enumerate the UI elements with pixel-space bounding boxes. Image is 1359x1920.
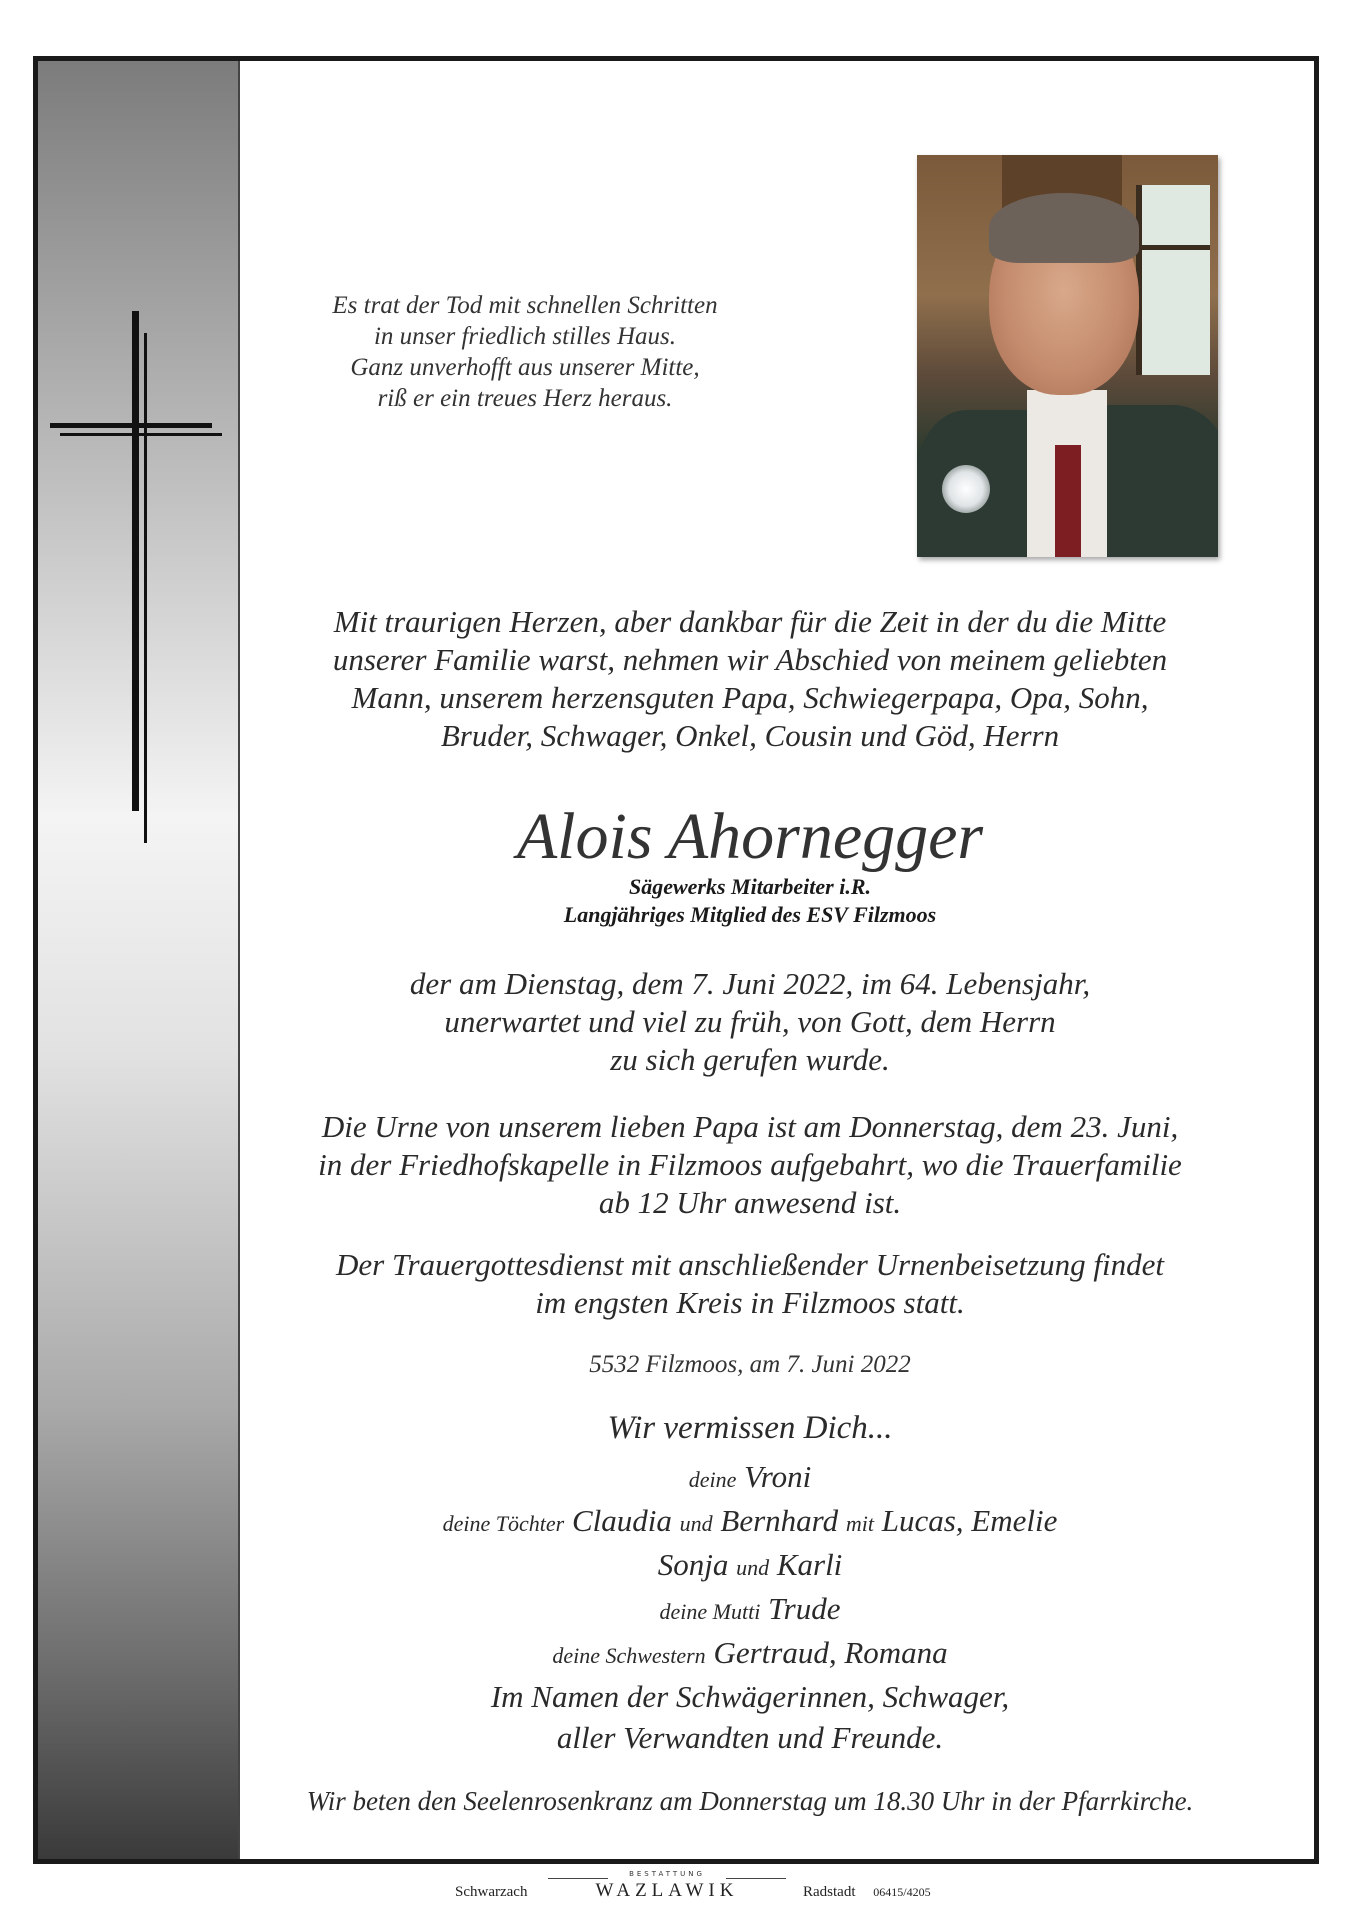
intro-line: Mann, unserem herzensguten Papa, Schwiegerpapa, Opa, Sohn, xyxy=(351,680,1149,715)
footer-city: Radstadt xyxy=(803,1884,856,1900)
urn-line: ab 12 Uhr anwesend ist. xyxy=(598,1185,902,1220)
death-line: unerwartet und viel zu früh, von Gott, dem Herrn xyxy=(444,1004,1056,1039)
place-date: 5532 Filzmoos, am 7. Juni 2022 xyxy=(589,1351,911,1378)
membership: Langjähriges Mitglied des ESV Filzmoos xyxy=(563,902,937,927)
intro-line: unserer Familie warst, nehmen wir Abschied von meinem geliebten xyxy=(332,642,1168,677)
poem-line: Ganz unverhofft aus unserer Mitte, xyxy=(350,354,700,381)
rosary-notice: Wir beten den Seelenrosenkranz am Donnerstag um 18.30 Uhr in der Pfarrkirche. xyxy=(306,1786,1194,1816)
family-line-sonja: Sonja und Karli xyxy=(657,1547,843,1582)
urn-line: Die Urne von unserem lieben Papa ist am Donnerstag, dem 23. Juni, xyxy=(321,1109,1179,1144)
footer-location-left: Schwarzach xyxy=(455,1884,528,1900)
death-line: zu sich gerufen wurde. xyxy=(610,1042,890,1077)
intro-line: Bruder, Schwager, Onkel, Cousin und Göd, Herrn xyxy=(440,718,1060,753)
footer xyxy=(0,1864,1359,1920)
footer-location-right xyxy=(803,1884,931,1901)
family-line-wife: deine Vroni xyxy=(688,1459,812,1494)
deceased-subtitle xyxy=(210,873,1290,929)
intro-line: Mit traurigen Herzen, aber dankbar für die Zeit in der du die Mitte xyxy=(333,604,1167,639)
miss-you-heading: Wir vermissen Dich... xyxy=(607,1410,893,1446)
deceased-name: Alois Ahornegger xyxy=(516,800,984,873)
poem-line: Es trat der Tod mit schnellen Schritten xyxy=(332,292,718,319)
brand-name: WAZLAWIK xyxy=(595,1880,739,1901)
family-line-relatives: aller Verwandten und Freunde. xyxy=(556,1720,944,1755)
poem-line: in unser friedlich stilles Haus. xyxy=(373,323,677,350)
urn-notice xyxy=(210,1108,1290,1222)
mass-line: Der Trauergottesdienst mit anschließender Urnenbeisetzung findet xyxy=(335,1247,1164,1282)
urn-line: in der Friedhofskapelle in Filzmoos aufgebahrt, wo die Trauerfamilie xyxy=(318,1147,1182,1182)
death-notice xyxy=(210,965,1290,1079)
poem-line: riß er ein treues Herz heraus. xyxy=(377,385,673,412)
death-line: der am Dienstag, dem 7. Juni 2022, im 64. Lebensjahr, xyxy=(409,966,1091,1001)
intro-text xyxy=(210,603,1290,755)
mass-notice xyxy=(210,1246,1290,1322)
portrait-photo xyxy=(917,155,1218,557)
footer-phone: 06415/4205 xyxy=(873,1885,931,1899)
family-line-mother: deine Mutti Trude xyxy=(659,1591,841,1626)
occupation: Sägewerks Mitarbeiter i.R. xyxy=(628,874,871,899)
family-line-in-laws: Im Namen der Schwägerinnen, Schwager, xyxy=(490,1679,1010,1714)
family-list xyxy=(210,1456,1290,1758)
poem xyxy=(290,290,760,414)
mass-line: im engsten Kreis in Filzmoos statt. xyxy=(535,1285,965,1320)
brand-small: BESTATTUNG xyxy=(629,1870,705,1878)
family-line-daughters: deine Töchter Claudia und Bernhard mit Lucas, Emelie xyxy=(442,1503,1058,1538)
funeral-home-logo xyxy=(548,1870,786,1902)
family-line-sisters: deine Schwestern Gertraud, Romana xyxy=(552,1635,948,1670)
